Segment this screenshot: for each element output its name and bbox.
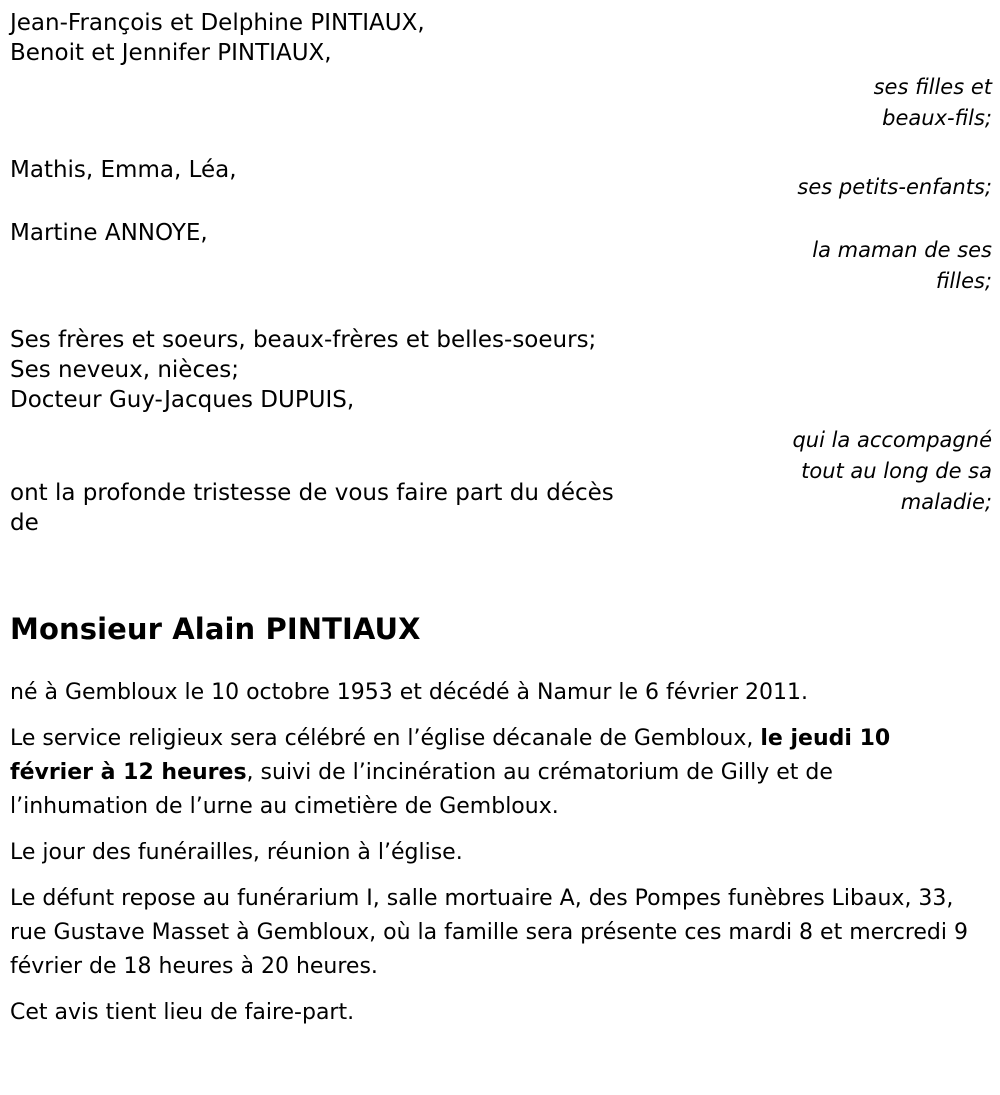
family-name-line: Mathis, Emma, Léa, bbox=[10, 157, 237, 183]
relation-la-maman-de-ses-filles bbox=[572, 235, 992, 297]
relation-line: maladie; bbox=[900, 490, 992, 514]
paragraph-run-bold: le jeudi 10 février à 12 heures bbox=[10, 726, 891, 785]
family-name-line: de bbox=[10, 510, 39, 536]
family-group-siblings-nephews-doctor bbox=[10, 325, 596, 415]
family-name-line: Ses neveux, nièces; bbox=[10, 357, 239, 383]
relation-line: ses filles et bbox=[873, 75, 992, 99]
relation-ses-filles-et-beaux-fils bbox=[572, 72, 992, 134]
relation-line: ses petits-enfants; bbox=[797, 175, 992, 199]
paragraph-run: né à Gembloux le 10 octobre 1953 et décédé à Namur le 6 février 2011. bbox=[10, 680, 809, 705]
relation-ses-petits-enfants bbox=[572, 172, 992, 203]
relation-qui-la-accompagne bbox=[572, 425, 992, 518]
family-name-line: Jean-François et Delphine PINTIAUX, bbox=[10, 10, 425, 36]
relation-line: la maman de ses bbox=[812, 238, 992, 262]
relation-line: tout au long de sa bbox=[801, 459, 992, 483]
relation-line: beaux-fils; bbox=[882, 106, 992, 130]
family-name-line: Docteur Guy-Jacques DUPUIS, bbox=[10, 387, 355, 413]
paragraph-religious-service bbox=[10, 722, 970, 824]
family-group-announcement-verb bbox=[10, 478, 614, 538]
relation-line: qui la accompagné bbox=[792, 428, 992, 452]
family-group-mother-of-daughters bbox=[10, 218, 208, 248]
family-name-line: Ses frères et soeurs, beaux-frères et belles-soeurs; bbox=[10, 327, 597, 353]
paragraph-run: Le service religieux sera célébré en l’église décanale de Gembloux, bbox=[10, 726, 761, 751]
paragraph-funeral-day-meeting bbox=[10, 836, 970, 870]
paragraph-notice-disclaimer bbox=[10, 996, 970, 1030]
paragraph-run: Le défunt repose au funérarium I, salle mortuaire A, des Pompes funèbres Libaux, 33, rue Gustave Masset à Gembloux, où la famille sera présente ces mardi 8 et mercredi 9 février de 18 heures à 20 heures. bbox=[10, 886, 968, 979]
family-name-line: Martine ANNOYE, bbox=[10, 220, 208, 246]
paragraph-birth-and-death bbox=[10, 676, 970, 710]
paragraph-repose-location bbox=[10, 882, 970, 984]
relation-line: filles; bbox=[935, 269, 992, 293]
family-group-children-and-in-laws bbox=[10, 8, 425, 68]
paragraph-run: Le jour des funérailles, réunion à l’église. bbox=[10, 840, 463, 865]
announcement-body bbox=[10, 676, 970, 1030]
family-name-line: Benoit et Jennifer PINTIAUX, bbox=[10, 40, 332, 66]
paragraph-run: , suivi de l’incinération au crématorium de Gilly et de l’inhumation de l’urne au cimetière de Gembloux. bbox=[10, 760, 833, 819]
family-group-grandchildren bbox=[10, 155, 237, 185]
family-name-line: ont la profonde tristesse de vous faire part du décès bbox=[10, 480, 614, 506]
paragraph-run: Cet avis tient lieu de faire-part. bbox=[10, 1000, 355, 1025]
deceased-name-heading: Monsieur Alain PINTIAUX bbox=[10, 612, 421, 647]
